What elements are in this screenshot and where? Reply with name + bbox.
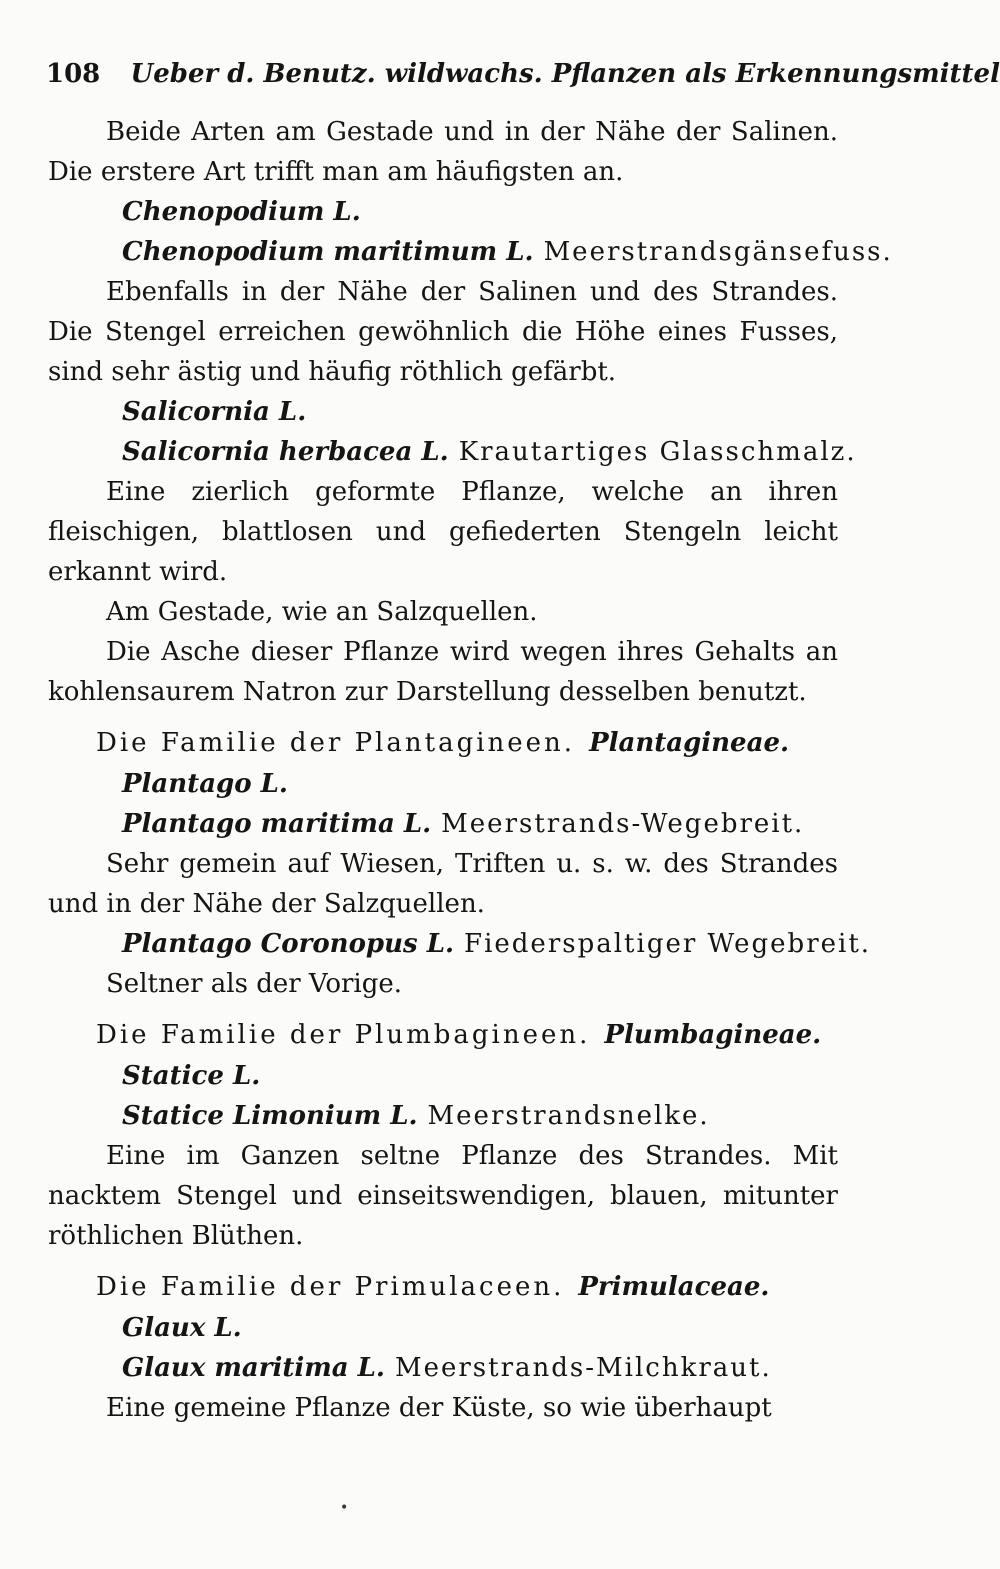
genus-heading: Salicornia L.	[122, 397, 307, 427]
family-label: Die Familie der Primulaceen.	[96, 1272, 565, 1302]
species-heading	[48, 1348, 838, 1388]
genus-heading: Plantago L.	[122, 769, 288, 799]
species-heading	[48, 804, 838, 844]
body-paragraph: Eine gemeine Pflanze der Küste, so wie überhaupt	[106, 1393, 772, 1423]
species-common-name: Meerstrandsgänsefuss.	[543, 237, 893, 267]
species-scientific-name: Glaux maritima L.	[122, 1353, 385, 1383]
genus-heading: Statice L.	[122, 1061, 261, 1091]
body-paragraph: Beide Arten am Gestade und in der Nähe der Salinen. Die erstere Art trifft man am häufigsten an.	[48, 117, 838, 187]
body-paragraph: Seltner als der Vorige.	[106, 969, 403, 999]
species-heading	[48, 1096, 838, 1136]
running-header	[46, 56, 1000, 92]
family-heading	[48, 1014, 838, 1056]
genus-heading: Glaux L.	[122, 1313, 242, 1343]
family-latin-name: Plantagineae.	[589, 728, 790, 758]
family-heading	[48, 1266, 838, 1308]
family-latin-name: Plumbagineae.	[604, 1020, 822, 1050]
body-paragraph: Eine im Ganzen seltne Pflanze des Strandes. Mit nacktem Stengel und einseitswendigen, blauen, mitunter röthlichen Blüthen.	[48, 1141, 838, 1251]
species-scientific-name: Plantago Coronopus L.	[122, 929, 455, 959]
species-common-name: Meerstrands-Milchkraut.	[394, 1353, 772, 1383]
species-heading	[48, 232, 893, 272]
species-common-name: Meerstrands-Wegebreit.	[441, 809, 805, 839]
page-body	[48, 112, 893, 1428]
body-paragraph: Eine zierlich geformte Pflanze, welche an ihren fleischigen, blattlosen und gefiederten Stengeln leicht erkannt wird.	[48, 477, 838, 587]
family-heading	[48, 722, 838, 764]
species-common-name: Fiederspaltiger Wegebreit.	[464, 929, 872, 959]
species-scientific-name: Statice Limonium L.	[122, 1101, 418, 1131]
species-common-name: Krautartiges Glasschmalz.	[458, 437, 857, 467]
family-latin-name: Primulaceae.	[578, 1272, 770, 1302]
body-paragraph: Die Asche dieser Pflanze wird wegen ihres Gehalts an kohlensaurem Natron zur Darstellung desselben benutzt.	[48, 637, 838, 707]
species-scientific-name: Salicornia herbacea L.	[122, 437, 449, 467]
species-heading	[48, 924, 872, 964]
species-scientific-name: Chenopodium maritimum L.	[122, 237, 534, 267]
family-label: Die Familie der Plumbagineen.	[96, 1020, 591, 1050]
running-title: Ueber d. Benutz. wildwachs. Pflanzen als Erkennungsmittel	[130, 59, 1000, 89]
genus-heading: Chenopodium L.	[122, 197, 361, 227]
footer-mark: •	[340, 1500, 349, 1516]
species-scientific-name: Plantago maritima L.	[122, 809, 432, 839]
body-paragraph: Ebenfalls in der Nähe der Salinen und des Strandes. Die Stengel erreichen gewöhnlich die Höhe eines Fusses, sind sehr ästig und häufig röthlich gefärbt.	[48, 277, 838, 387]
body-paragraph: Am Gestade, wie an Salzquellen.	[106, 597, 538, 627]
body-paragraph: Sehr gemein auf Wiesen, Triften u. s. w. des Strandes und in der Nähe der Salzquellen.	[48, 849, 838, 919]
family-label: Die Familie der Plantagineen.	[96, 728, 576, 758]
page-number: 108	[46, 59, 101, 89]
species-heading	[48, 432, 857, 472]
species-common-name: Meerstrandsnelke.	[427, 1101, 710, 1131]
